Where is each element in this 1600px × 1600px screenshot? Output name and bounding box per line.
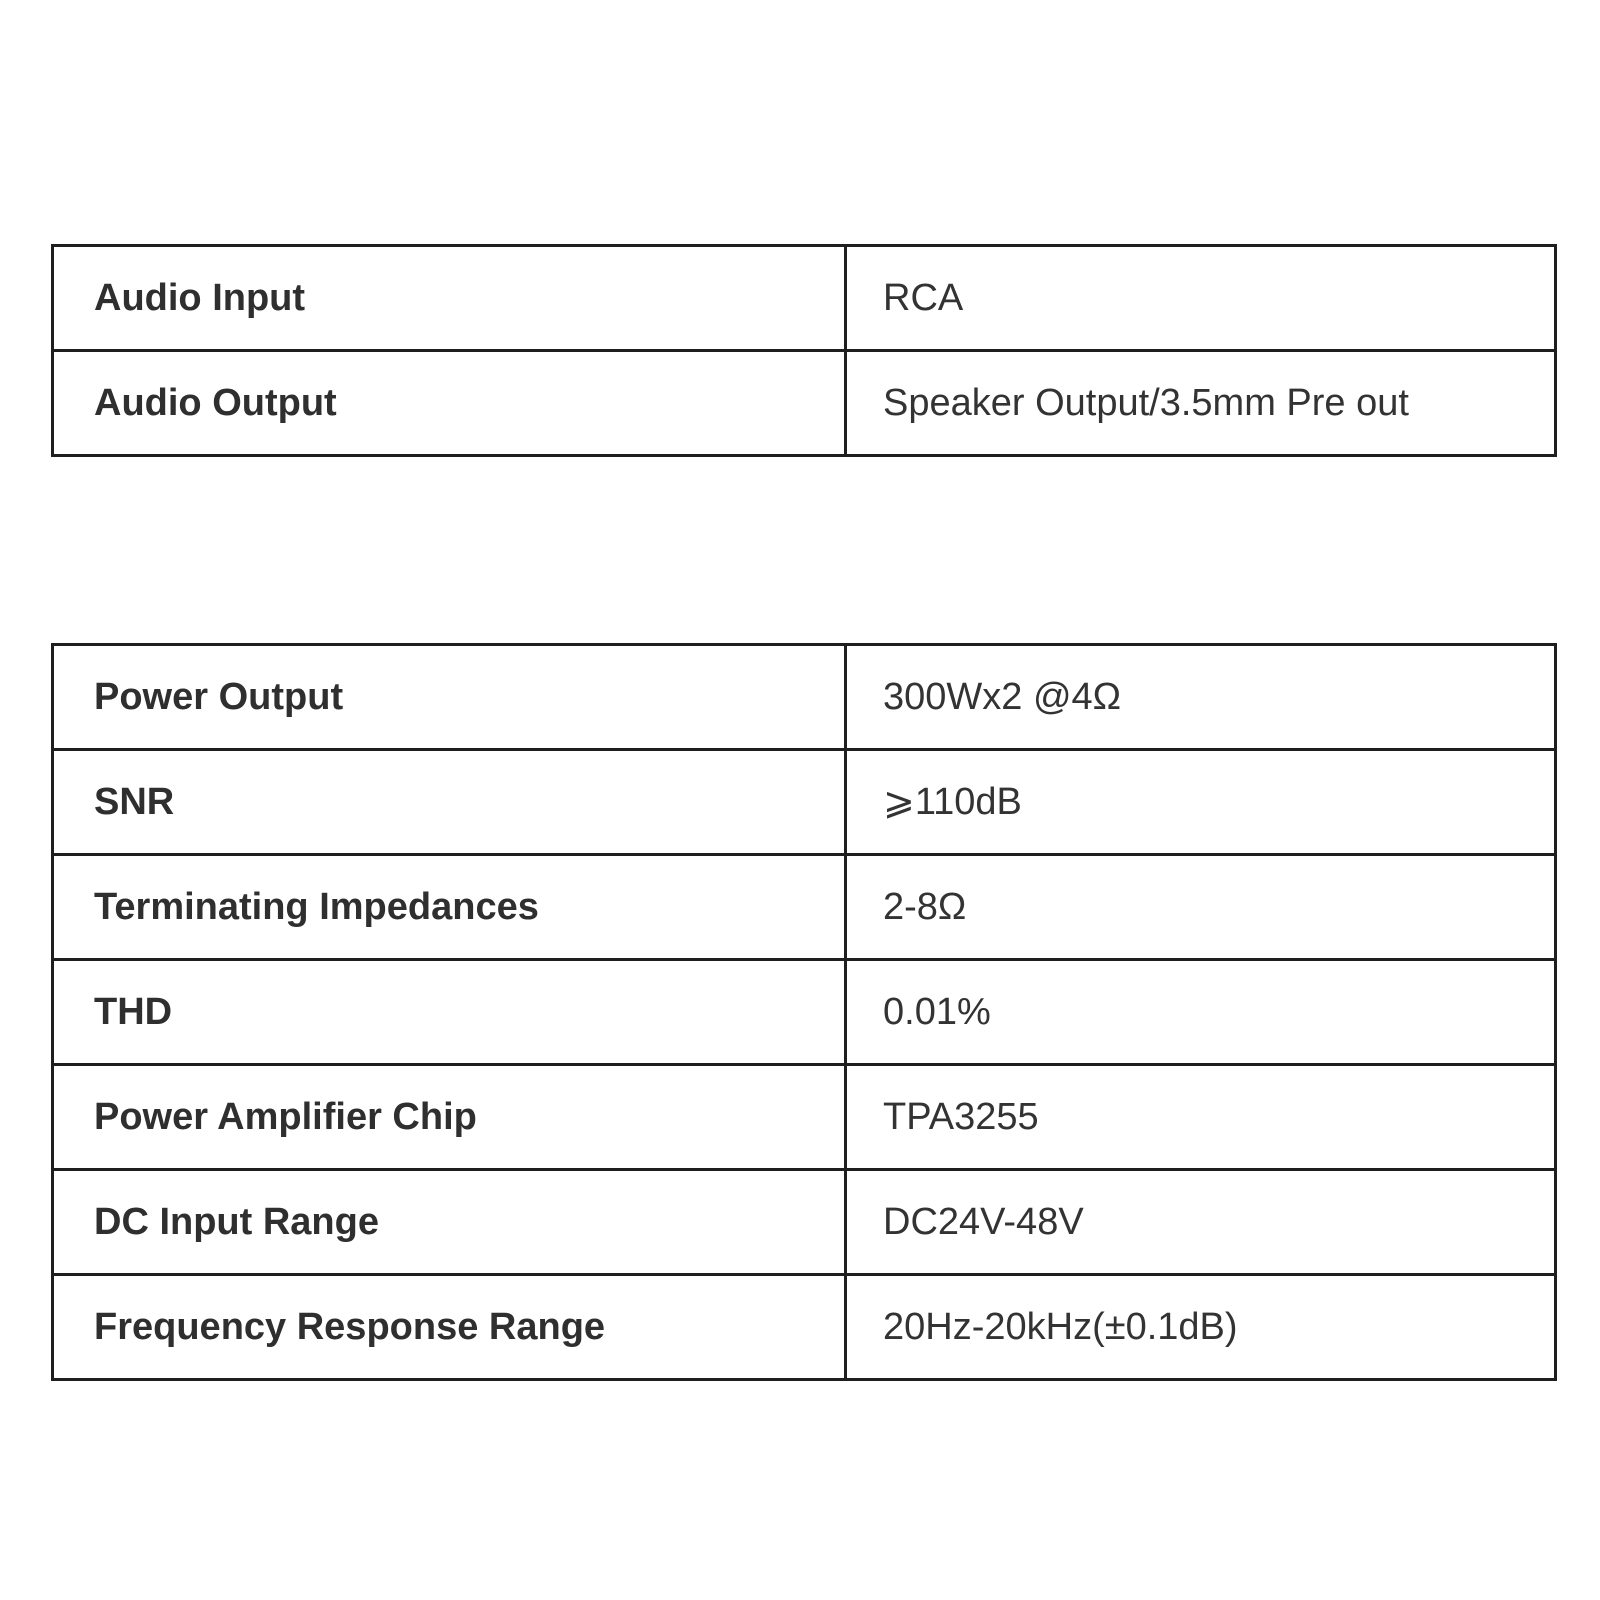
spec-label: DC Input Range xyxy=(53,1170,846,1275)
spec-label: Frequency Response Range xyxy=(53,1275,846,1380)
spec-value: DC24V-48V xyxy=(846,1170,1556,1275)
table-row xyxy=(53,351,1556,456)
spec-label: Power Output xyxy=(53,645,846,750)
spec-label: Terminating Impedances xyxy=(53,855,846,960)
spec-value: ⩾110dB xyxy=(846,750,1556,855)
table-row xyxy=(53,645,1556,750)
spec-label: SNR xyxy=(53,750,846,855)
spec-label: Power Amplifier Chip xyxy=(53,1065,846,1170)
table-row xyxy=(53,750,1556,855)
spec-label: Audio Input xyxy=(53,246,846,351)
spec-value: 300Wx2 @4Ω xyxy=(846,645,1556,750)
amplifier-spec-table xyxy=(51,643,1557,1381)
spec-label: THD xyxy=(53,960,846,1065)
table-row xyxy=(53,1170,1556,1275)
spec-value: 2-8Ω xyxy=(846,855,1556,960)
spec-value: Speaker Output/3.5mm Pre out xyxy=(846,351,1556,456)
spec-label: Audio Output xyxy=(53,351,846,456)
spec-value: RCA xyxy=(846,246,1556,351)
spec-value: 0.01% xyxy=(846,960,1556,1065)
table-row xyxy=(53,1275,1556,1380)
table-row xyxy=(53,1065,1556,1170)
audio-io-table xyxy=(51,244,1557,457)
table-row xyxy=(53,246,1556,351)
table-row xyxy=(53,855,1556,960)
table-row xyxy=(53,960,1556,1065)
spec-value: TPA3255 xyxy=(846,1065,1556,1170)
spec-value: 20Hz-20kHz(±0.1dB) xyxy=(846,1275,1556,1380)
